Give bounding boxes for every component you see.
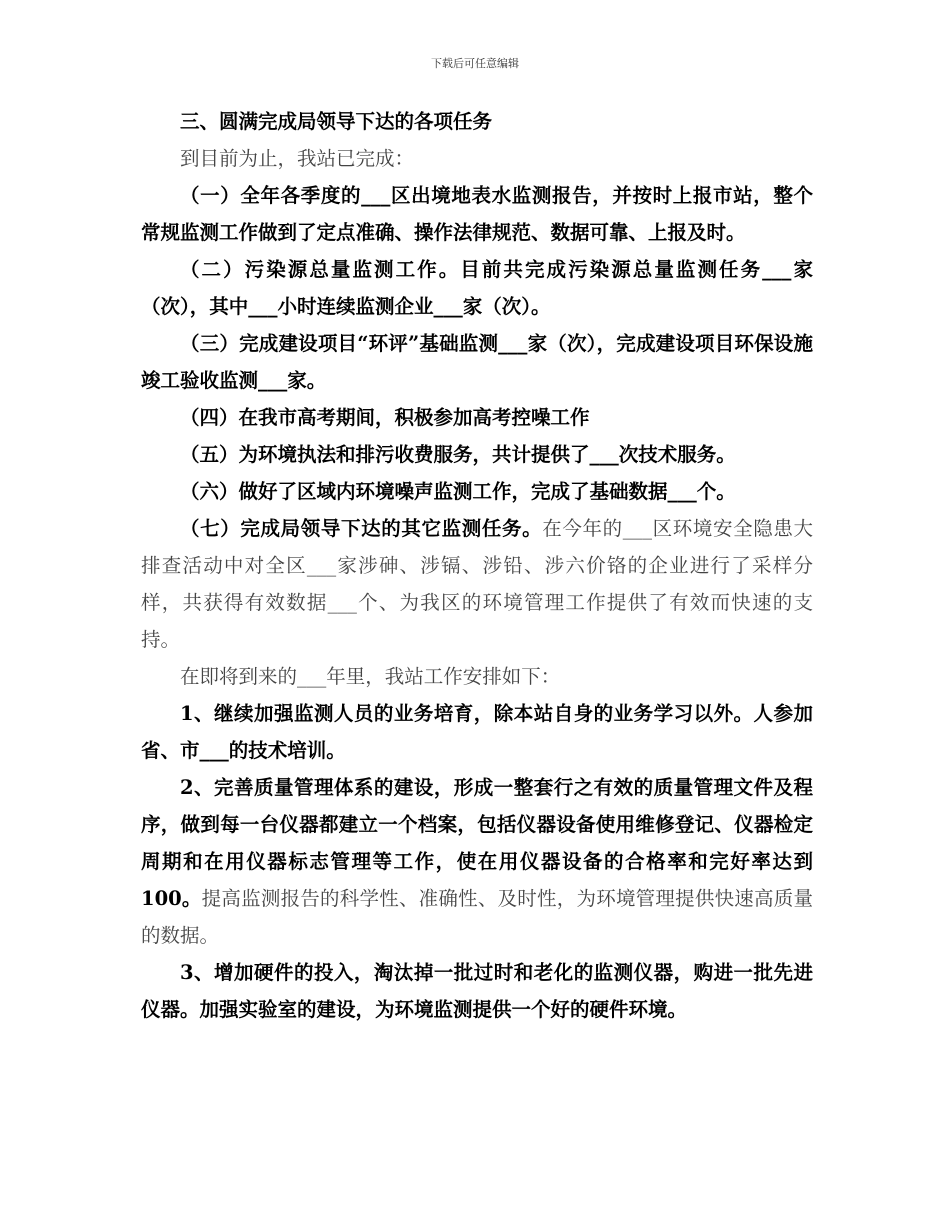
plan-item-3: 3、增加硬件的投入，淘汰掉一批过时和老化的监测仪器，购进一批先进仪器。加强实验室的建设，为环境监测提供一个好的硬件环境。 — [141, 961, 813, 1021]
item-3: （三）完成建设项目“环评”基础监测___家（次），完成建设项目环保设施竣工验收监测___家。 — [141, 332, 813, 392]
plan-item-2-lead: 2、完善质量管理体系的建设，形成一整套行之有效的质量管理文件及程序，做到每一台仪器都建立一个档案，包括仪器设备使用维修登记、仪器检定周期和在用仪器标志管理等工作，使在用仪器设备的合格率和完好率达到100。 — [141, 776, 813, 910]
item-6: （六）做好了区域内环境噪声监测工作，完成了基础数据___个。 — [180, 480, 736, 503]
item-2: （二）污染源总量监测工作。目前共完成污染源总量监测任务___家（次），其中___小时连续监测企业___家（次）。 — [141, 258, 813, 318]
intro-paragraph: 到目前为止，我站已完成： — [180, 147, 415, 170]
item-4: （四）在我市高考期间，积极参加高考控噪工作 — [180, 406, 590, 429]
plan-item-2 — [141, 769, 813, 954]
document-body — [141, 103, 813, 1028]
item-1: （一）全年各季度的___区出境地表水监测报告，并按时上报市站，整个常规监测工作做到了定点准确、操作法律规范、数据可靠、上报及时。 — [141, 184, 813, 244]
page-header: 下载后可任意编辑 — [431, 57, 519, 70]
item-5: （五）为环境执法和排污收费服务，共计提供了___次技术服务。 — [180, 443, 736, 466]
plan-item-1: 1、继续加强监测人员的业务培育，除本站自身的业务学习以外。人参加省、市___的技术培训。 — [141, 702, 813, 762]
plan-item-2-body: 提高监测报告的科学性、准确性、及时性，为环境管理提供快速高质量的数据。 — [141, 887, 813, 947]
section-title: 三、圆满完成局领导下达的各项任务 — [180, 110, 493, 133]
plan-intro: 在即将到来的___年里，我站工作安排如下： — [180, 665, 561, 688]
item-7-body: 在今年的___区环境安全隐患大排查活动中对全区___家涉砷、涉镉、涉铅、涉六价铬的企业进行了采样分样，共获得有效数据___个、为我区的环境管理工作提供了有效而快速的支持。 — [141, 517, 813, 651]
item-7-lead: （七）完成局领导下达的其它监测任务。 — [180, 517, 543, 540]
item-7 — [141, 510, 813, 658]
